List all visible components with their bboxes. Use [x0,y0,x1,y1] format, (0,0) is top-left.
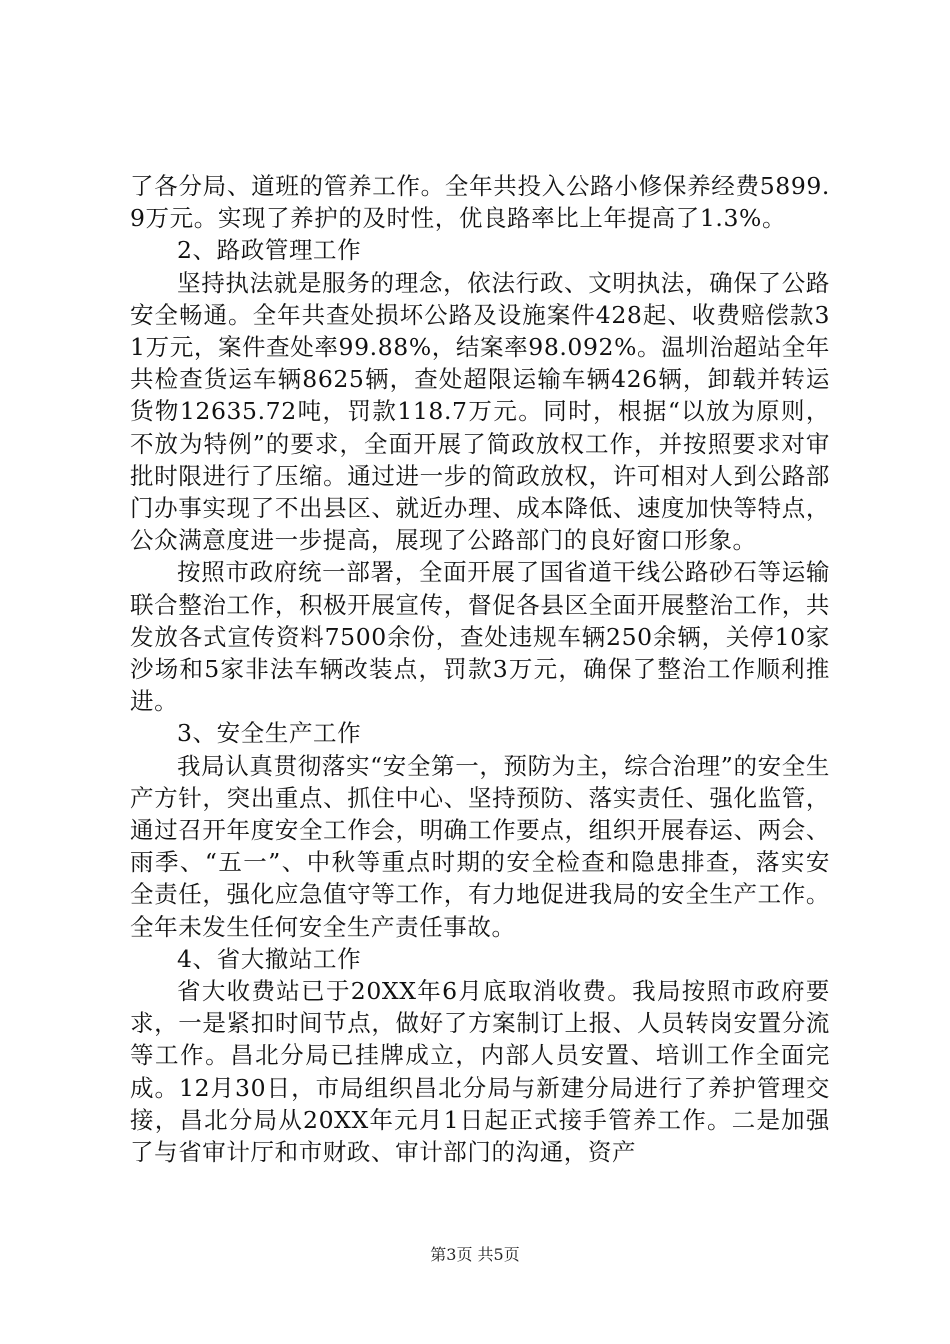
paragraph-5: 省大收费站已于20XX年6月底取消收费。我局按照市政府要求，一是紧扣时间节点，做好了方案制订上报、人员转岗安置分流等工作。昌北分局已挂牌成立，内部人员安置、培训工作全面完成。12月30日，市局组织昌北分局与新建分局进行了养护管理交接，昌北分局从20XX年元月1日起正式接手管养工作。二是加强了与省审计厅和市财政、审计部门的沟通，资产 [130,977,830,1167]
document-body [130,170,830,1168]
section-heading-road-administration: 2、路政管理工作 [177,236,362,265]
paragraph-3: 按照市政府统一部署，全面开展了国省道干线公路砂石等运输联合整治工作，积极开展宣传，督促各县区全面开展整治工作，共发放各式宣传资料7500余份，查处违规车辆250余辆，关停10家沙场和5家非法车辆改装点，罚款3万元，确保了整治工作顺利推进。 [130,558,830,716]
section-heading-toll-station-removal: 4、省大撤站工作 [177,944,362,973]
paragraph-1: 了各分局、道班的管养工作。全年共投入公路小修保养经费5899.9万元。实现了养护的及时性，优良路率比上年提高了1.3%。 [130,172,830,233]
paragraph-2: 坚持执法就是服务的理念，依法行政、文明执法，确保了公路安全畅通。全年共查处损坏公路及设施案件428起、收费赔偿款31万元，案件查处率99.88%，结案率98.092%。温圳治超站全年共检查货运车辆8625辆，查处超限运输车辆426辆，卸载并转运货物12635.72吨，罚款118.7万元。同时，根据“以放为原则，不放为特例”的要求，全面开展了简政放权工作，并按照要求对审批时限进行了压缩。通过进一步的简政放权，许可相对人到公路部门办事实现了不出县区、就近办理、成本降低、速度加快等特点，公众满意度进一步提高，展现了公路部门的良好窗口形象。 [130,268,830,555]
section-heading-safety-production: 3、安全生产工作 [177,719,362,748]
paragraph-4: 我局认真贯彻落实“安全第一，预防为主，综合治理”的安全生产方针，突出重点、抓住中心、坚持预防、落实责任、强化监管，通过召开年度安全工作会，明确工作要点，组织开展春运、两会、雨季、“五一”、中秋等重点时期的安全检查和隐患排查，落实安全责任，强化应急值守等工作，有力地促进我局的安全生产工作。全年未发生任何安全生产责任事故。 [130,751,830,941]
page-footer: 第3页 共5页 [430,1245,520,1264]
